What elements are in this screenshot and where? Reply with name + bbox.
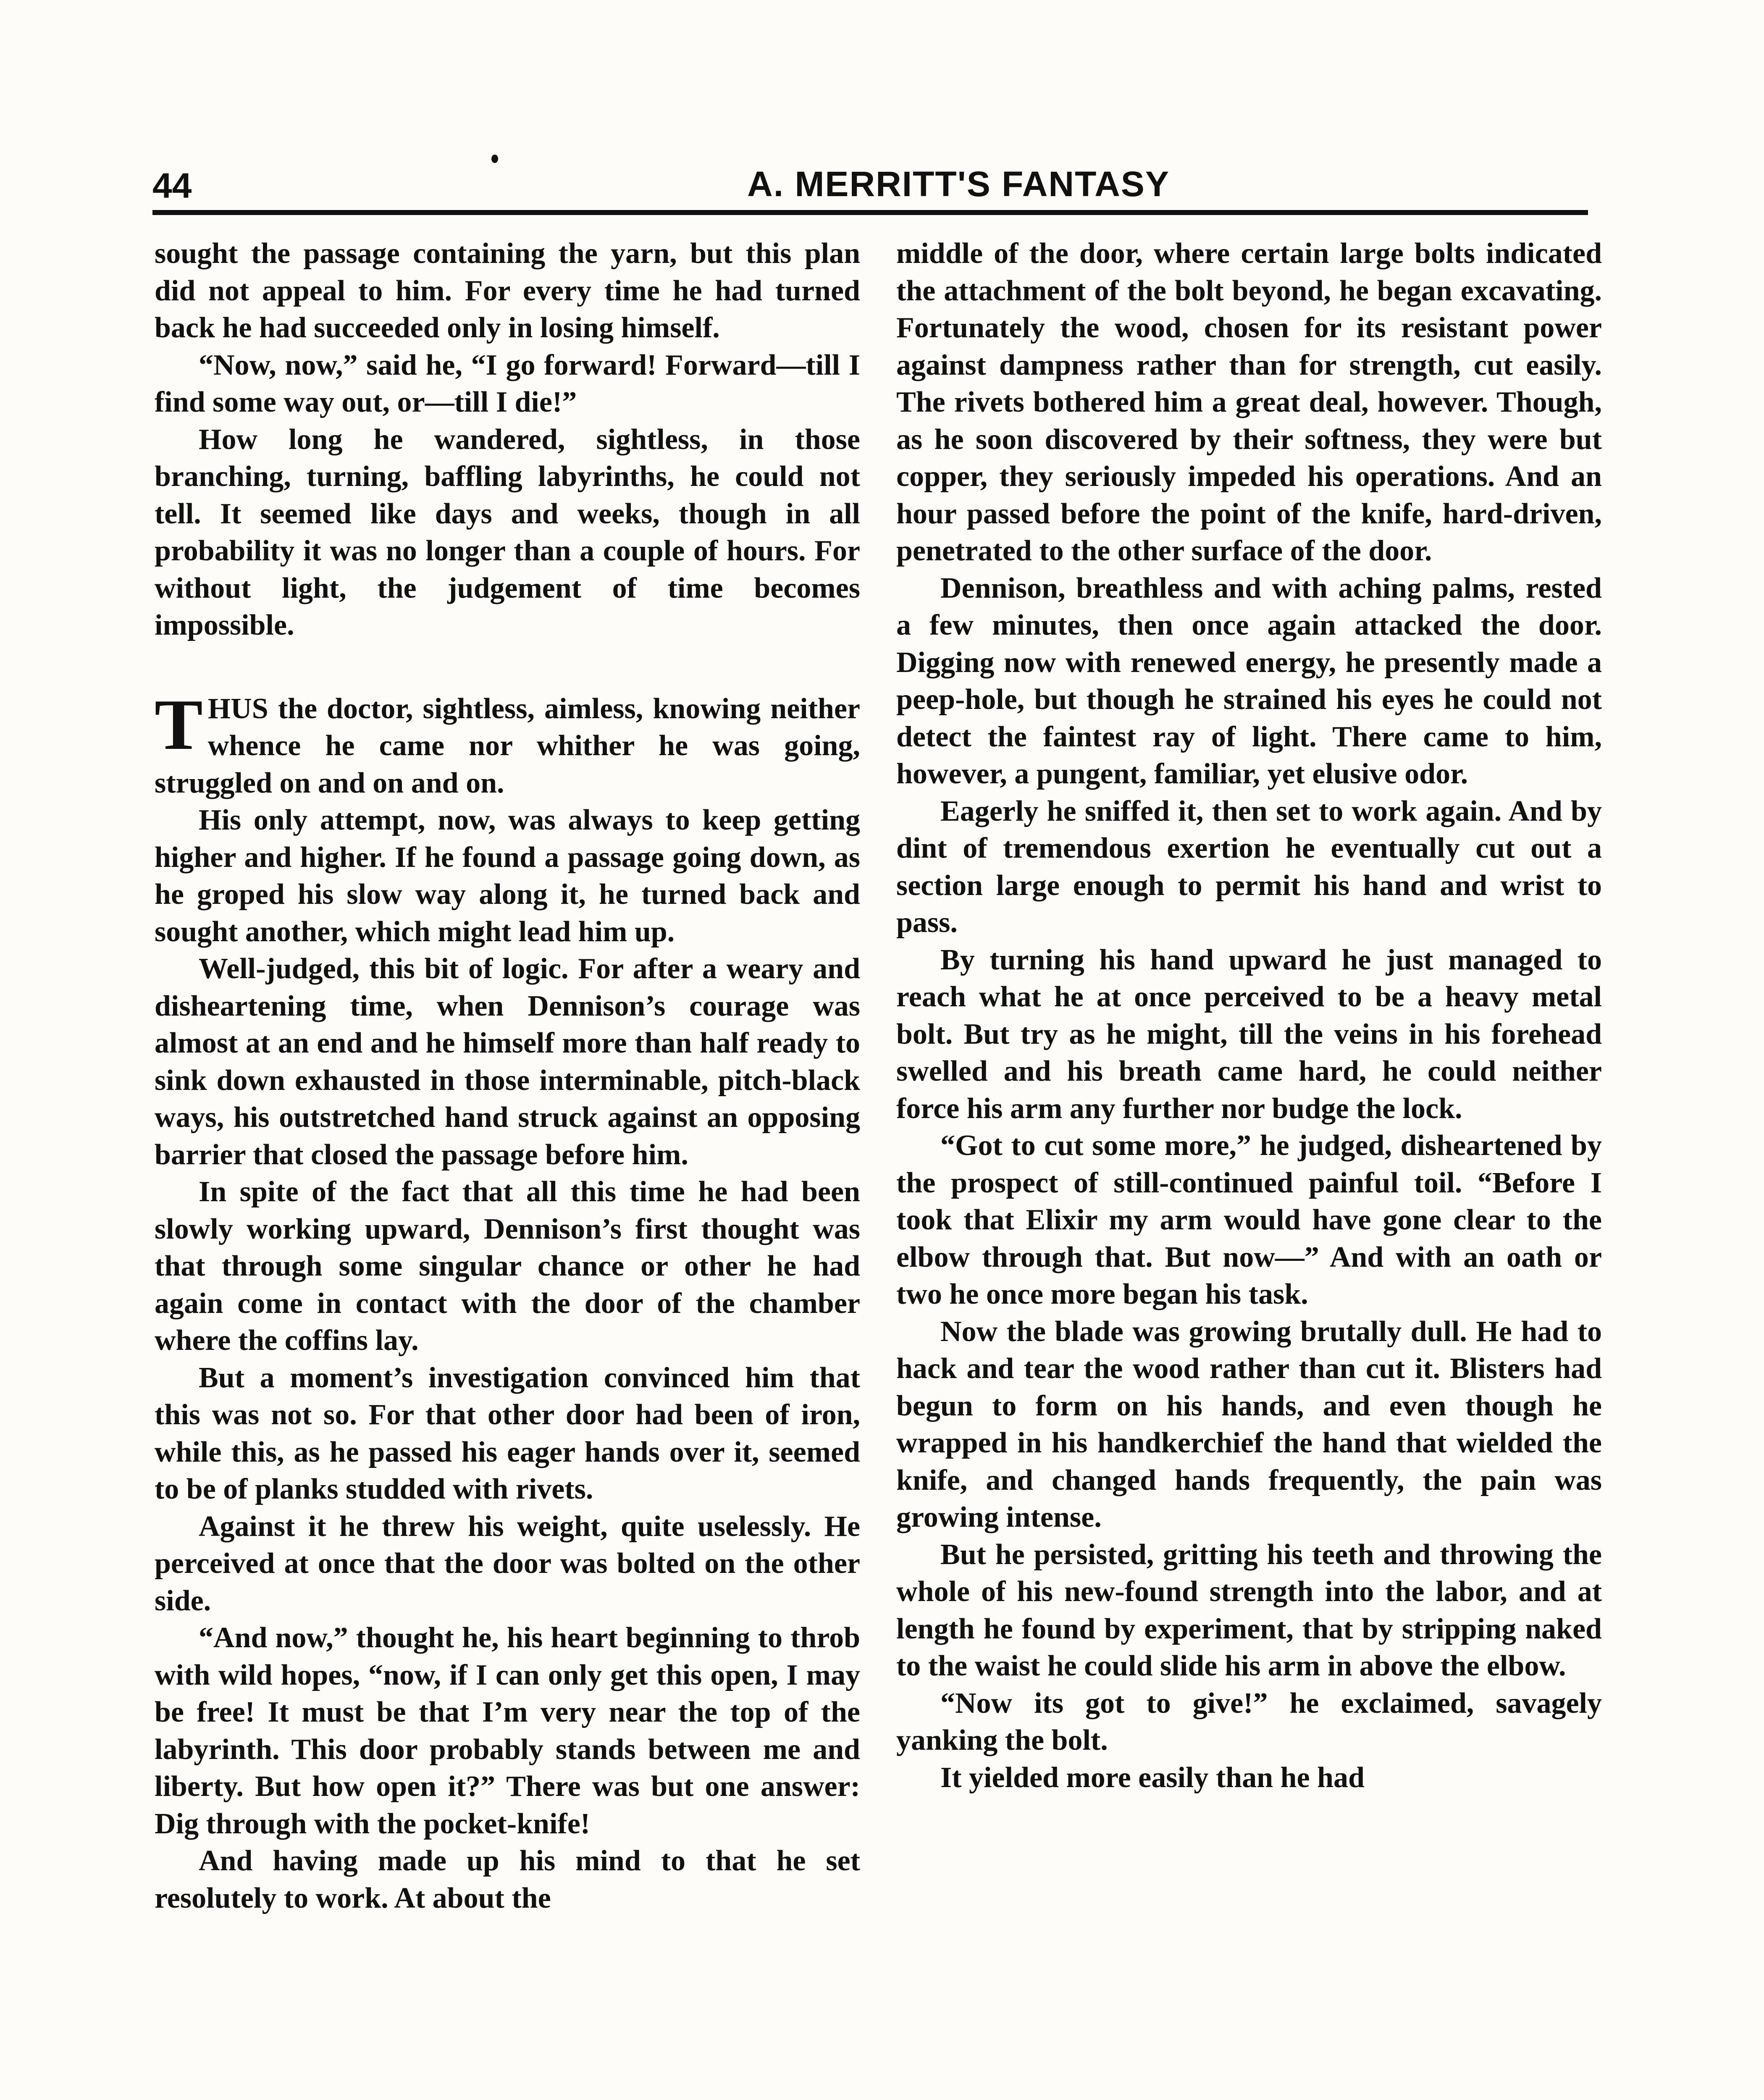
running-head: A. MERRITT'S FANTASY [747, 164, 1170, 204]
paragraph: But a moment’s investigation convinced him that this was not so. For that other door had been of iron, while this, as he passed his eager hands over it, seemed to be of planks studded with rivets. [155, 1361, 860, 1505]
paragraph: sought the passage containing the yarn, but this plan did not appeal to him. For every time he had turned back he had succeeded only in losing himself. [155, 237, 860, 344]
paragraph: middle of the door, where certain large bolts indicated the attachment of the bolt beyond, he began excavating. Fortunately the wood, chosen for its resistant power against dampness rather than for strength, cut easily. The rivets bothered him a great deal, however. Though, as he soon discovered by their softness, they were but copper, they seriously impeded his operations. And an hour passed before the point of the knife, hard-driven, penetrated to the other surface of the door. [896, 237, 1602, 567]
page-number: 44 [152, 166, 192, 205]
paragraph: In spite of the fact that all this time he had been slowly working upward, Dennison’s first thought was that through some singular chance or other he had again come in contact with the door of the chamber where the coffins lay. [155, 1176, 860, 1357]
paragraph: “Got to cut some more,” he judged, disheartened by the prospect of still-continued painful toil. “Before I took that Elixir my arm would have gone clear to the elbow through that. But now—” And with an oath or two he once more began his task. [896, 1129, 1602, 1310]
paragraph: Dennison, breathless and with aching palms, rested a few minutes, then once again attacked the door. Digging now with renewed energy, he presently made a peep-hole, but though he strained his eyes he could not detect the faintest ray of light. There came to him, however, a pungent, familiar, yet elusive odor. [896, 572, 1602, 790]
paragraph: Against it he threw his weight, quite uselessly. He perceived at once that the door was bolted on the other side. [155, 1510, 860, 1617]
paragraph: It yielded more easily than he had [940, 1761, 1365, 1794]
paragraph: By turning his hand upward he just managed to reach what he at once perceived to be a heavy metal bolt. But try as he might, till the veins in his forehead swelled and his breath came hard, he could neither force his arm any further nor budge the lock. [896, 943, 1602, 1125]
paragraph: His only attempt, now, was always to keep getting higher and higher. If he found a passage going down, as he groped his slow way along it, he turned back and sought another, which might lead him up. [155, 804, 860, 948]
section-opening-paragraph [155, 685, 860, 802]
paragraph: But he persisted, gritting his teeth and throwing the whole of his new-found strength into the labor, and at length he found by experiment, that by stripping naked to the waist he could slide his arm in above the elbow. [896, 1538, 1602, 1682]
ink-speck-top [491, 155, 498, 163]
page-header [152, 160, 1588, 206]
paragraph: “And now,” thought he, his heart beginning to throb with wild hopes, “now, if I can only get this open, I may be free! It must be that I’m very near the top of the labyrinth. This door probably stands between me and liberty. But how open it?” There was but one answer: Dig through with the pocket-knife! [155, 1622, 860, 1840]
paragraph: “Now its got to give!” he exclaimed, savagely yanking the bolt. [896, 1687, 1602, 1756]
left-column [155, 235, 860, 1917]
paragraph: Well-judged, this bit of logic. For after a weary and disheartening time, when Dennison’s courage was almost at an end and he himself more than half ready to sink down exhausted in those interminable, pitch-black ways, his outstretched hand struck against an opposing barrier that closed the passage before him. [155, 953, 860, 1171]
paragraph: How long he wandered, sightless, in those branching, turning, baffling labyrinths, he could not tell. It seemed like days and weeks, though in all probability it was no longer than a couple of hours. For without light, the judgement of time becomes impossible. [155, 423, 860, 641]
right-column [896, 235, 1602, 1796]
paragraph: Eagerly he sniffed it, then set to work again. And by dint of tremendous exertion he eventually cut out a section large enough to permit his hand and wrist to pass. [896, 795, 1602, 939]
paragraph: “Now, now,” said he, “I go forward! Forward—till I find some way out, or—till I die!” [155, 349, 860, 418]
paragraph: Now the blade was growing brutally dull. He had to hack and tear the wood rather than cut it. Blisters had begun to form on his hands, and even though he wrapped in his handkerchief the hand that wielded the knife, and changed hands frequently, the pain was growing intense. [896, 1315, 1602, 1533]
header-rule [152, 210, 1588, 215]
paragraph: And having made up his mind to that he set resolutely to work. At about the [155, 1845, 860, 1914]
paragraph-text: HUS the doctor, sightless, aimless, knowing neither whence he came nor whither he was going, struggled on and on and on. [155, 692, 860, 799]
drop-cap: T [155, 685, 203, 765]
